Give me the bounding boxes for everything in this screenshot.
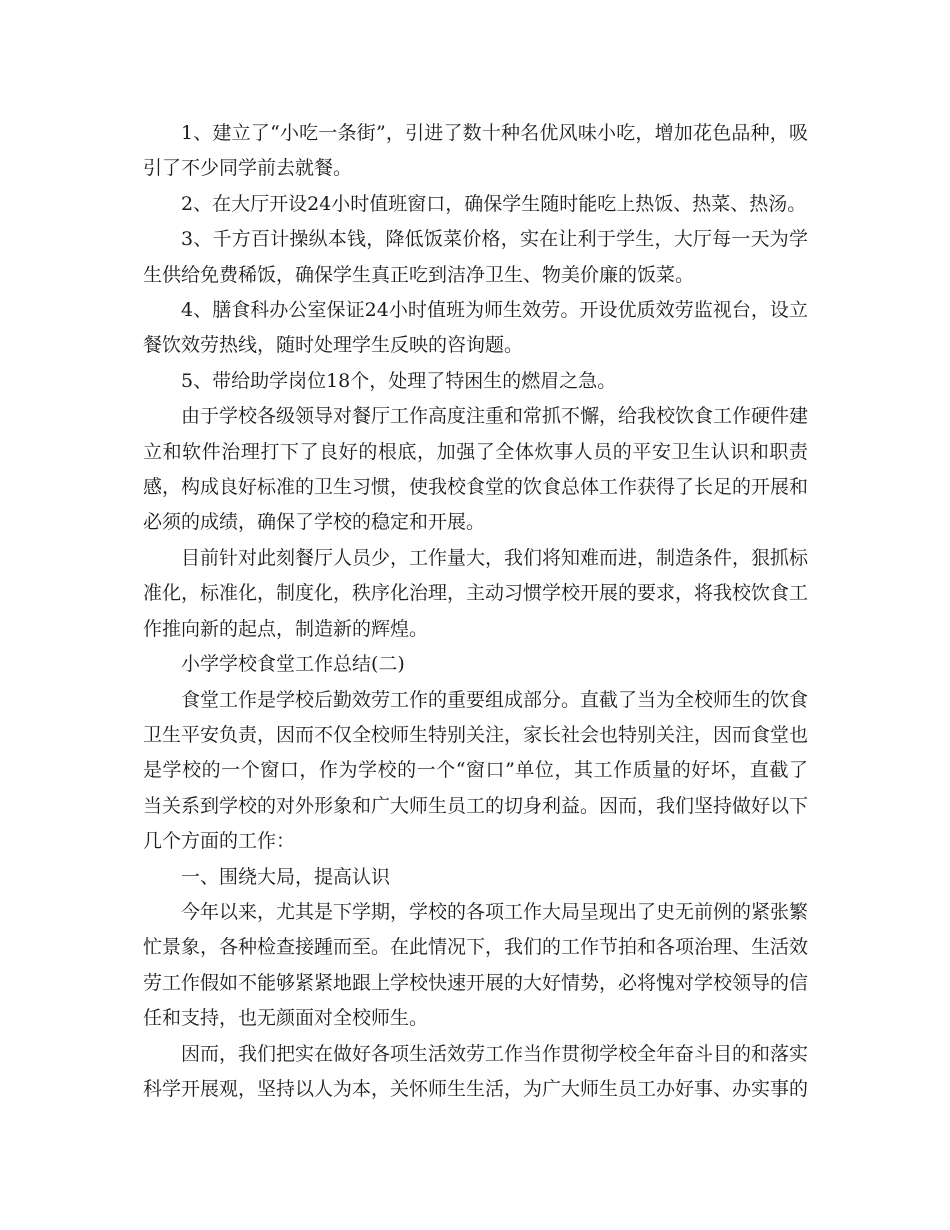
paragraph-item-4: 4、膳食科办公室保证24小时值班为师生效劳。开设优质效劳监视台，设立餐饮效劳热线，随时处理学生反映的咨询题。 bbox=[143, 299, 808, 357]
paragraph-item-2: 2、在大厅开设24小时值班窗口，确保学生随时能吃上热饭、热菜、热汤。 bbox=[181, 192, 807, 215]
paragraph-summary: 由于学校各级领导对餐厅工作高度注重和常抓不懈，给我校饮食工作硬件建立和软件治理打下了良好的根底，加强了全体炊事人员的平安卫生认识和职责感，构成良好标准的卫生习惯，使我校食堂的饮食总体工作获得了长足的开展和必须的成绩，确保了学校的稳定和开展。 bbox=[143, 405, 809, 534]
document-body bbox=[143, 116, 808, 1107]
paragraph-item-1: 1、建立了“小吃一条街”，引进了数十种名优风味小吃，增加花色品种，吸引了不少同学前去就餐。 bbox=[143, 122, 808, 180]
paragraph-item-5: 5、带给助学岗位18个，处理了特困生的燃眉之急。 bbox=[181, 369, 617, 392]
paragraph-this-year: 今年以来，尤其是下学期，学校的各项工作大局呈现出了史无前例的紧张繁忙景象，各种检查接踵而至。在此情况下，我们的工作节拍和各项治理、生活效劳工作假如不能够紧紧地跟上学校快速开展的大好情势，必将愧对学校领导的信任和支持，也无颜面对全校师生。 bbox=[143, 900, 809, 1030]
paragraph-item-3: 3、千方百计操纵本钱，降低饭菜价格，实在让利于学生，大厅每一天为学生供给免费稀饭，确保学生真正吃到洁净卫生、物美价廉的饭菜。 bbox=[143, 228, 808, 286]
subheading-one: 一、围绕大局，提高认识 bbox=[181, 865, 391, 888]
paragraph-intro: 食堂工作是学校后勤效劳工作的重要组成部分。直截了当为全校师生的饮食卫生平安负责，因而不仅全校师生特别关注，家长社会也特别关注，因而食堂也是学校的一个窗口，作为学校的一个“窗口”单位，其工作质量的好坏，直截了当关系到学校的对外形象和广大师生员工的切身利益。因而，我们坚持做好以下几个方面的工作： bbox=[143, 688, 809, 853]
paragraph-therefore: 因而，我们把实在做好各项生活效劳工作当作贯彻学校全年奋斗目的和落实科学开展观，坚持以人为本，关怀师生生活，为广大师生员工办好事、办实事的 bbox=[143, 1042, 809, 1100]
section-heading-part-two: 小学学校食堂工作总结(二) bbox=[181, 653, 405, 676]
paragraph-plan: 目前针对此刻餐厅人员少，工作量大，我们将知难而进，制造条件，狠抓标准化，标准化，制度化，秩序化治理，主动习惯学校开展的要求，将我校饮食工作推向新的起点，制造新的辉煌。 bbox=[143, 546, 809, 640]
